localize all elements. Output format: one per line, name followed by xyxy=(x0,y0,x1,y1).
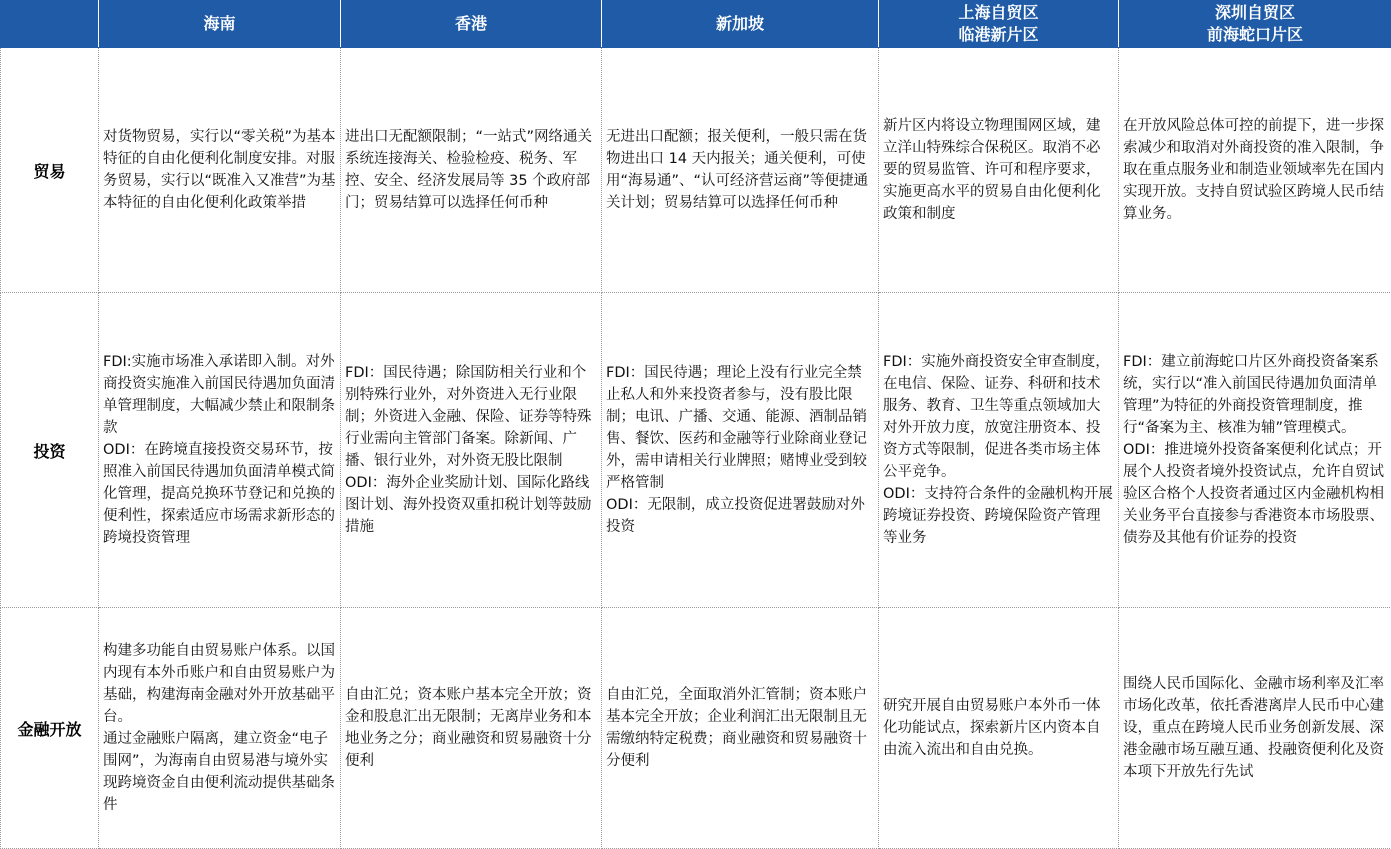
header-shanghai-line2: 临港新片区 xyxy=(958,25,1039,44)
cell-trade-singapore: 无进出口配额；报关便利，一般只需在货物进出口 14 天内报关；通关便利，可使用“海易通”、“认可经济营运商”等便捷通关计划；贸易结算可以选择任何币种 xyxy=(602,48,879,293)
cell-finance-shanghai: 研究开展自由贸易账户本外币一体化功能试点，探索新片区内资本自由流入流出和自由兑换。 xyxy=(879,608,1119,849)
header-shanghai xyxy=(879,1,1119,48)
row-finance xyxy=(1,608,1391,849)
cell-investment-shanghai: FDI：实施外商投资安全审查制度，在电信、保险、证券、科研和技术服务、教育、卫生等重点领域加大对外开放力度，放宽注册资本、投资方式等限制，促进各类市场主体公平竞争。 ODI：支持符合条件的金融机构开展跨境证券投资、跨境保险资产管理等业务 xyxy=(879,293,1119,608)
cell-finance-hainan: 构建多功能自由贸易账户体系。以国内现有本外币账户和自由贸易账户为基础，构建海南金融对外开放基础平台。 通过金融账户隔离，建立资金“电子围网”，为海南自由贸易港与境外实现跨境资金自由便利流动提供基础条件 xyxy=(99,608,341,849)
row-label-finance: 金融开放 xyxy=(1,608,99,849)
header-shanghai-line1: 上海自贸区 xyxy=(958,3,1039,22)
header-shenzhen-line2: 前海蛇口片区 xyxy=(1206,25,1303,44)
cell-trade-hainan: 对货物贸易，实行以“零关税”为基本特征的自由化便利化制度安排。对服务贸易，实行以“既准入又准营”为基本特征的自由化便利化政策举措 xyxy=(99,48,341,293)
header-singapore: 新加坡 xyxy=(602,1,879,48)
row-trade xyxy=(1,48,1391,293)
header-row xyxy=(1,1,1391,48)
cell-investment-hongkong: FDI：国民待遇；除国防相关行业和个别特殊行业外，对外资进入无行业限制；外资进入金融、保险、证券等特殊行业需向主管部门备案。除新闻、广播、银行业外，对外资无股比限制 ODI：海外企业奖励计划、国际化路线图计划、海外投资双重扣税计划等鼓励措施 xyxy=(341,293,602,608)
row-label-trade: 贸易 xyxy=(1,48,99,293)
cell-investment-shenzhen: FDI：建立前海蛇口片区外商投资备案系统，实行以“准入前国民待遇加负面清单管理”为特征的外商投资管理制度，推行“备案为主、核准为辅”管理模式。 ODI：推进境外投资备案便利化试点；开展个人投资者境外投资试点，允许自贸试验区合格个人投资者通过区内金融机构相关业务平台直接参与香港资本市场股票、债券及其他有价证券的投资 xyxy=(1119,293,1391,608)
cell-finance-hongkong: 自由汇兑；资本账户基本完全开放；资金和股息汇出无限制；无离岸业务和本地业务之分；商业融资和贸易融资十分便利 xyxy=(341,608,602,849)
cell-trade-hongkong: 进出口无配额限制；“一站式”网络通关系统连接海关、检验检疫、税务、军控、安全、经济发展局等 35 个政府部门；贸易结算可以选择任何币种 xyxy=(341,48,602,293)
header-hainan: 海南 xyxy=(99,1,341,48)
cell-finance-singapore: 自由汇兑，全面取消外汇管制；资本账户基本完全开放；企业利润汇出无限制且无需缴纳特定税费；商业融资和贸易融资十分便利 xyxy=(602,608,879,849)
header-hongkong: 香港 xyxy=(341,1,602,48)
header-shenzhen xyxy=(1119,1,1391,48)
cell-trade-shenzhen: 在开放风险总体可控的前提下，进一步探索减少和取消对外商投资的准入限制，争取在重点服务业和制造业领域率先在国内实现开放。支持自贸试验区跨境人民币结算业务。 xyxy=(1119,48,1391,293)
cell-investment-hainan: FDI:实施市场准入承诺即入制。对外商投资实施准入前国民待遇加负面清单管理制度，大幅减少禁止和限制条款 ODI：在跨境直接投资交易环节，按照准入前国民待遇加负面清单模式简化管理，提高兑换环节登记和兑换的便利性，探索适应市场需求新形态的跨境投资管理 xyxy=(99,293,341,608)
row-label-investment: 投资 xyxy=(1,293,99,608)
header-shenzhen-line1: 深圳自贸区 xyxy=(1214,3,1295,22)
cell-investment-singapore: FDI：国民待遇；理论上没有行业完全禁止私人和外来投资者参与，没有股比限制；电讯、广播、交通、能源、酒制品销售、餐饮、医药和金融等行业除商业登记外，需申请相关行业牌照；赌博业受到较严格管制 ODI：无限制，成立投资促进署鼓励对外投资 xyxy=(602,293,879,608)
header-corner xyxy=(1,1,99,48)
row-investment xyxy=(1,293,1391,608)
cell-finance-shenzhen: 围绕人民币国际化、金融市场利率及汇率市场化改革，依托香港离岸人民币中心建设，重点在跨境人民币业务创新发展、深港金融市场互融互通、投融资便利化及资本项下开放先行先试 xyxy=(1119,608,1391,849)
cell-trade-shanghai: 新片区内将设立物理围网区域，建立洋山特殊综合保税区。取消不必要的贸易监管、许可和程序要求，实施更高水平的贸易自由化便利化政策和制度 xyxy=(879,48,1119,293)
